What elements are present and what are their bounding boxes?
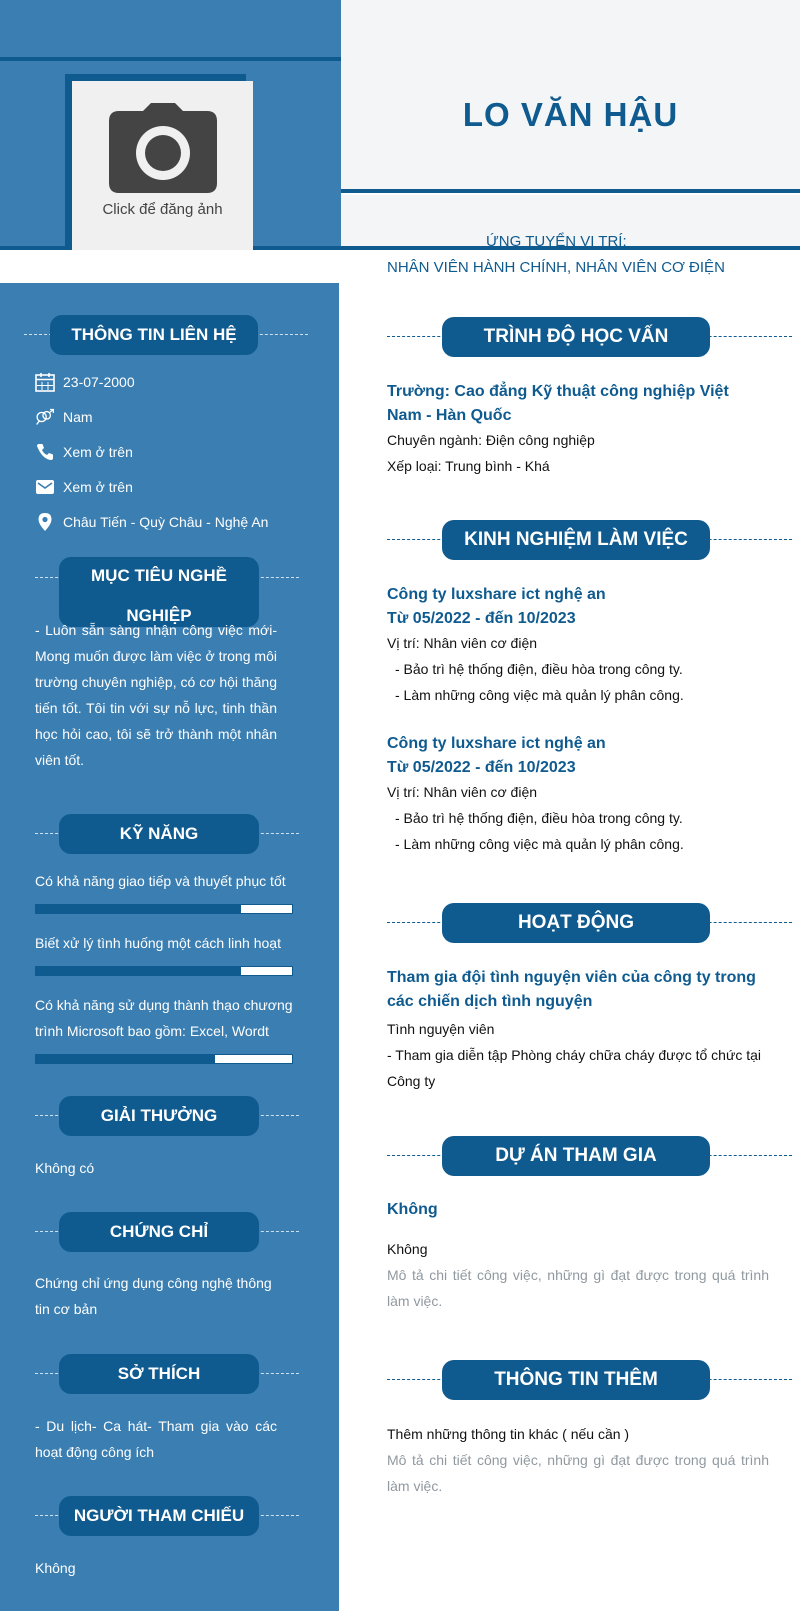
experience-section-title: KINH NGHIỆM LÀM VIỆC — [442, 520, 710, 560]
contact-section-title: THÔNG TIN LIÊN HỆ — [50, 315, 258, 355]
objective-text: - Luôn sẵn sàng nhận công việc mới- Mong muốn được làm việc ở trong môi trường chuyên nghiệp, có cơ hội thăng tiến tốt. Tôi tin với sự nỗ lực, tinh thần học hỏi cao, tôi sẽ trở thành một nhân viên tốt. — [35, 622, 277, 768]
activity-heading: Tham gia đội tình nguyện viên của công ty trong các chiến dịch tình nguyện — [387, 969, 756, 1010]
skill-bar-fill — [36, 905, 241, 913]
awards-text: Không có — [35, 1160, 95, 1176]
education-major: Chuyên ngành: Điện công nghiệp — [387, 432, 595, 448]
hobbies-text: - Du lịch- Ca hát- Tham gia vào các hoạt động công ích — [35, 1418, 277, 1460]
gender-value: Nam — [63, 409, 93, 425]
skill-bar-fill — [36, 1055, 215, 1063]
job-company: Công ty luxshare ict nghệ an — [387, 586, 606, 603]
objective-title-line1: MỤC TIÊU NGHỀ — [91, 566, 227, 585]
awards-section-title: GIẢI THƯỞNG — [59, 1096, 259, 1136]
email-icon — [35, 477, 55, 497]
photo-caption: Click để đăng ảnh — [102, 201, 223, 218]
references-text: Không — [35, 1560, 76, 1576]
email-value: Xem ở trên — [63, 479, 133, 495]
contact-gender — [35, 406, 93, 428]
candidate-name: LO VĂN HẬU — [462, 96, 679, 133]
apply-position: NHÂN VIÊN HÀNH CHÍNH, NHÂN VIÊN CƠ ĐIỆN — [387, 259, 725, 276]
activity-desc: - Tham gia diễn tập Phòng cháy chữa cháy được tổ chức tại Công ty — [387, 1047, 762, 1089]
job-duty: - Bảo trì hệ thống điện, điều hòa trong công ty. — [395, 661, 683, 677]
certificates-text: Chứng chỉ ứng dụng công nghệ thông tin cơ bản — [35, 1275, 272, 1317]
projects-section-title: DỰ ÁN THAM GIA — [442, 1136, 710, 1176]
skill-bar — [35, 1054, 293, 1064]
education-section-title: TRÌNH ĐỘ HỌC VẤN — [442, 317, 710, 357]
photo-upload[interactable] — [72, 81, 253, 250]
skill-bar-fill — [36, 967, 241, 975]
job-period: Từ 05/2022 - đến 10/2023 — [387, 610, 576, 627]
contact-birthday — [35, 371, 135, 393]
job-company: Công ty luxshare ict nghệ an — [387, 735, 606, 752]
gender-icon — [35, 407, 55, 427]
education-grade: Xếp loại: Trung bình - Khá — [387, 458, 550, 474]
birthday-value: 23-07-2000 — [63, 374, 135, 390]
job-position: Vị trí: Nhân viên cơ điện — [387, 635, 538, 651]
activities-section-title: HOẠT ĐỘNG — [442, 903, 710, 943]
skills-section-title: KỸ NĂNG — [59, 814, 259, 854]
calendar-icon — [35, 372, 55, 392]
address-value: Châu Tiến - Quỳ Châu - Nghệ An — [63, 514, 269, 530]
phone-icon — [35, 442, 55, 462]
project-text: Không — [387, 1241, 428, 1257]
extra-text: Thêm những thông tin khác ( nếu cần ) — [387, 1426, 630, 1442]
skill-bar — [35, 904, 293, 914]
location-pin-icon — [35, 512, 55, 532]
header-rule — [341, 189, 800, 193]
extra-section-title: THÔNG TIN THÊM — [442, 1360, 710, 1400]
extra-desc: Mô tả chi tiết công việc, những gì đạt được trong quá trình làm việc. — [387, 1452, 769, 1494]
objective-title-line2: NGHIỆP — [126, 606, 192, 625]
skill-label: Biết xử lý tình huống một cách linh hoạt — [35, 935, 281, 951]
header-rule — [0, 57, 341, 61]
project-heading: Không — [387, 1201, 438, 1218]
contact-address — [35, 511, 268, 533]
hobbies-section-title: SỞ THÍCH — [59, 1354, 259, 1394]
job-duty: - Làm những công việc mà quản lý phân công. — [395, 836, 684, 852]
job-duty: - Làm những công việc mà quản lý phân công. — [395, 687, 684, 703]
job-duty: - Bảo trì hệ thống điện, điều hòa trong công ty. — [395, 810, 683, 826]
contact-phone — [35, 441, 133, 463]
project-desc: Mô tả chi tiết công việc, những gì đạt được trong quá trình làm việc. — [387, 1267, 769, 1309]
job-period: Từ 05/2022 - đến 10/2023 — [387, 759, 576, 776]
references-section-title: NGƯỜI THAM CHIẾU — [59, 1496, 259, 1536]
activity-role: Tình nguyện viên — [387, 1021, 495, 1037]
education-school: Trường: Cao đẳng Kỹ thuật công nghiệp Việt Nam - Hàn Quốc — [387, 383, 729, 424]
apply-label: ỨNG TUYỂN VỊ TRÍ: — [486, 233, 627, 250]
camera-icon — [109, 103, 217, 193]
skill-label: Có khả năng giao tiếp và thuyết phục tốt — [35, 873, 286, 889]
skill-bar — [35, 966, 293, 976]
phone-value: Xem ở trên — [63, 444, 133, 460]
certificates-section-title: CHỨNG CHỈ — [59, 1212, 259, 1252]
skill-label: Có khả năng sử dụng thành thạo chương trình Microsoft bao gồm: Excel, Wordt — [35, 997, 293, 1039]
contact-email — [35, 476, 133, 498]
job-position: Vị trí: Nhân viên cơ điện — [387, 784, 538, 800]
